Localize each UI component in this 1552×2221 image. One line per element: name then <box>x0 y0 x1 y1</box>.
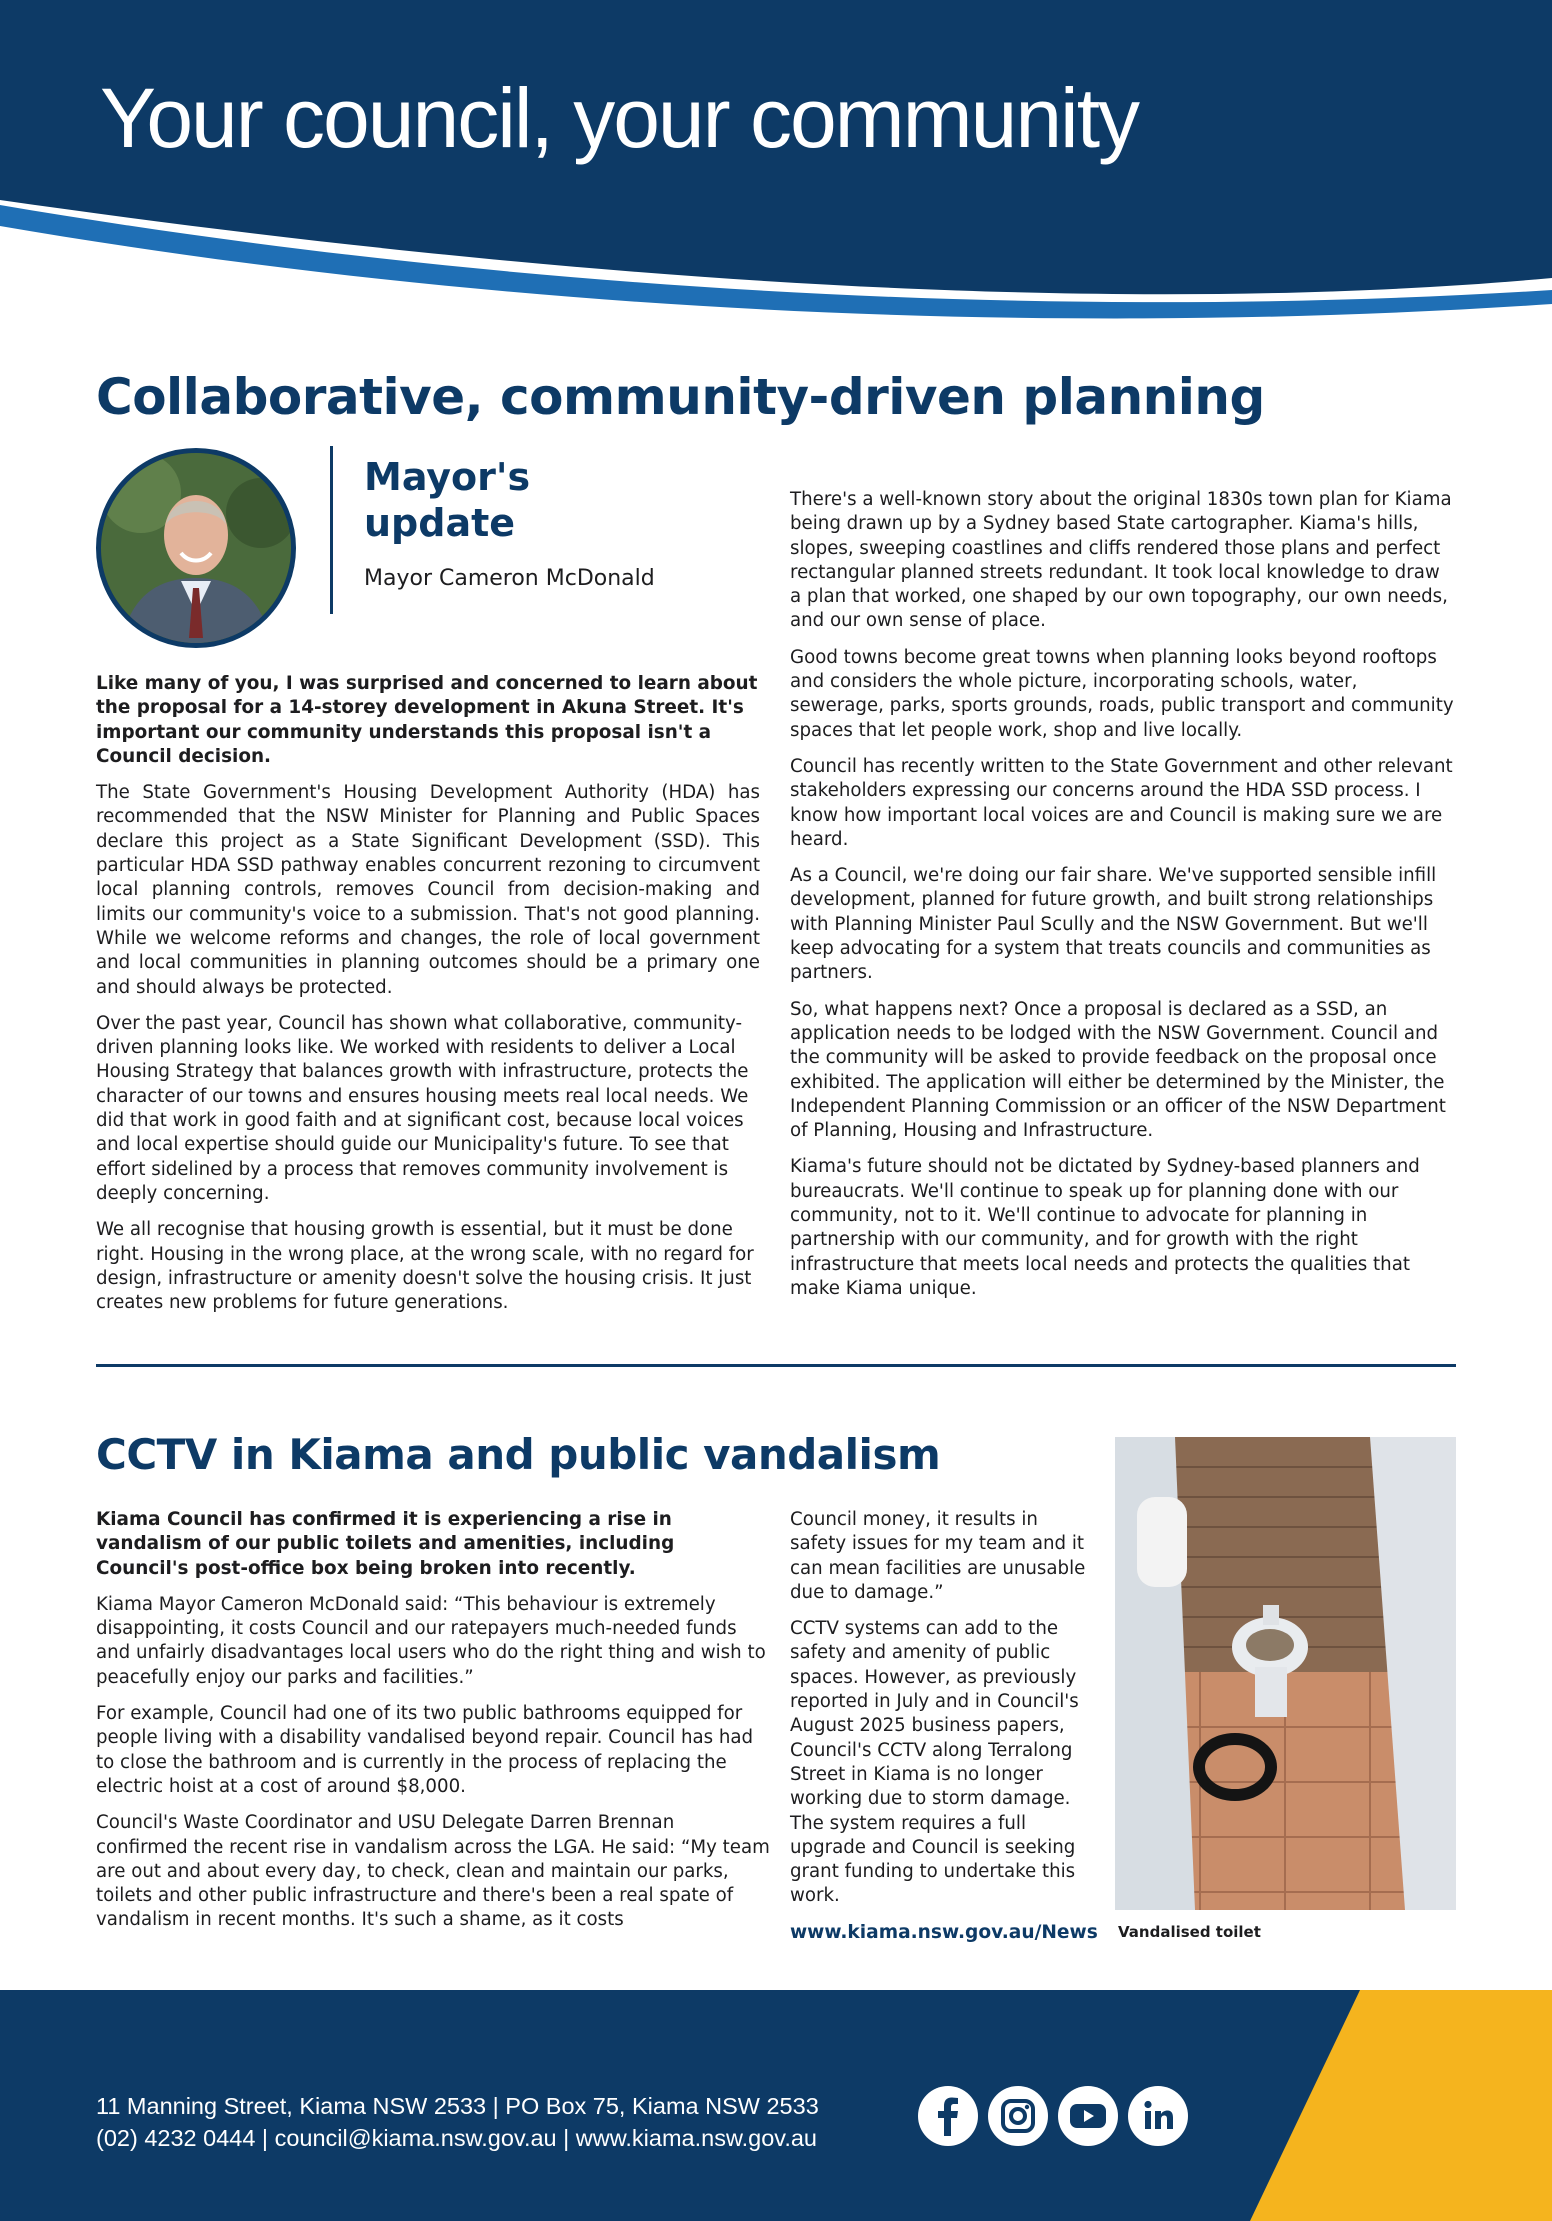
footer-address: 11 Manning Street, Kiama NSW 2533 | PO Box 75, Kiama NSW 2533 <box>96 2093 819 2119</box>
vandalised-toilet-photo <box>1115 1437 1456 1910</box>
planning-paragraph: The State Government's Housing Development Authority (HDA) has recommended that the NSW Minister for Planning and Public Spaces declare this project as a State Significant Development (SSD). This particular HDA SSD pathway enables concurrent rezoning to circumvent local planning controls, removes Council from decision-making and limits our community's voice to a submission. That's not good planning. While we welcome reforms and changes, the role of local government and local communities in planning outcomes should be a primary one and should always be protected. <box>96 782 760 998</box>
page-title: Your council, your community <box>100 71 1139 165</box>
youtube-icon[interactable] <box>1058 2086 1118 2146</box>
planning-paragraph: As a Council, we're doing our fair share. We've supported sensible infill development, planned for future growth, and built strong relationships with Planning Minister Paul Scully and the NSW Government. But we'll keep advocating for a system that treats councils and communities as partners. <box>790 865 1437 984</box>
cctv-left-column <box>96 1508 770 1945</box>
planning-paragraph: Kiama's future should not be dictated by Sydney-based planners and bureaucrats. We'll continue to speak up for planning done with our community, not to it. We'll continue to advocate for planning in partnership with our community, and for growth with the right infrastructure that meets local needs and protects the qualities that make Kiama unique. <box>790 1156 1420 1299</box>
cctv-paragraph: Council money, it results in safety issues for my team and it can mean facilities are unusable due to damage.” <box>790 1509 1086 1603</box>
planning-paragraph: Council has recently written to the State Government and other relevant stakeholders expressing our concerns around the HDA SSD process. I know how important local voices are and Council is making sure we are heard. <box>790 755 1453 850</box>
cctv-paragraph: For example, Council had one of its two public bathrooms equipped for people living with a disability vandalised beyond repair. Council has had to close the bathroom and is currently in the process of replacing the electric hoist at a cost of around $8,000. <box>96 1703 754 1797</box>
planning-paragraph: So, what happens next? Once a proposal is declared as a SSD, an application needs to be lodged with the NSW Government. Council and the community will be asked to provide feedback on the proposal once exhibited. The application will either be determined by the Minister, the Independent Planning Commission or an officer of the NSW Department of Planning, Housing and Infrastructure. <box>790 998 1446 1142</box>
mayor-update-heading: Mayor's update <box>364 455 531 545</box>
planning-lead: Like many of you, I was surprised and concerned to learn about the proposal for a 14-storey development in Akuna Street. It's important our community understands this proposal isn't a Council decision. <box>96 673 758 767</box>
section-title-planning: Collaborative, community-driven planning <box>96 368 1265 426</box>
planning-paragraph: Over the past year, Council has shown what collaborative, community-driven planning looks like. We worked with residents to deliver a Local Housing Strategy that balances growth with infrastructure, protects the character of our towns and ensures housing meets real local needs. We did that work in good faith and at significant cost, because local voices and local expertise should guide our Municipality's future. To see that effort sidelined by a process that removes community involvement is deeply concerning. <box>96 1012 749 1204</box>
planning-left-column <box>96 672 760 1327</box>
footer-phone-email-web[interactable]: (02) 4232 0444 | council@kiama.nsw.gov.au | www.kiama.nsw.gov.au <box>96 2125 817 2151</box>
news-link[interactable]: www.kiama.nsw.gov.au/News <box>790 1921 1098 1943</box>
header-banner <box>0 0 1552 340</box>
cctv-lead: Kiama Council has confirmed it is experiencing a rise in vandalism of our public toilets and amenities, including Council's post-office box being broken into recently. <box>96 1509 675 1579</box>
photo-caption: Vandalised toilet <box>1118 1923 1261 1941</box>
cctv-paragraph: Council's Waste Coordinator and USU Delegate Darren Brennan confirmed the recent rise in vandalism across the LGA. He said: “My team are out and about every day, to check, clean and maintain our parks, toilets and other public infrastructure and there's been a real spate of vandalism in recent months. It's such a shame, as it costs <box>96 1812 770 1931</box>
mayor-divider <box>330 446 333 614</box>
instagram-icon[interactable] <box>988 2086 1048 2146</box>
cctv-paragraph: CCTV systems can add to the safety and amenity of public spaces. However, as previously reported in July and in Council's August 2025 business papers, Council's CCTV along Terralong Street in Kiama is no longer working due to storm damage. The system requires a full upgrade and Council is seeking grant funding to undertake this work. <box>790 1618 1079 1907</box>
header-wave-graphic <box>0 0 1552 340</box>
mayor-portrait <box>96 448 296 648</box>
planning-paragraph: There's a well-known story about the original 1830s town plan for Kiama being drawn up by a Sydney based State cartographer. Kiama's hills, slopes, sweeping coastlines and cliffs rendered those plans and perfect rectangular planned streets redundant. It took local knowledge to draw a plan that worked, one shaped by our own topography, our own needs, and our own sense of place. <box>790 489 1452 632</box>
cctv-right-column <box>790 1508 1098 1957</box>
footer-contact <box>96 2090 819 2154</box>
facebook-icon[interactable] <box>918 2086 978 2146</box>
planning-paragraph: We all recognise that housing growth is essential, but it must be done right. Housing in the wrong place, at the wrong scale, with no regard for design, infrastructure or amenity doesn't solve the housing crisis. It just creates new problems for future generations. <box>96 1219 754 1314</box>
planning-right-column <box>790 488 1456 1313</box>
section-divider <box>96 1364 1456 1367</box>
cctv-paragraph: Kiama Mayor Cameron McDonald said: “This behaviour is extremely disappointing, it costs Council and our ratepayers much-needed funds and unfairly disadvantages local users who do the right thing and wish to peacefully enjoy our parks and facilities.” <box>96 1593 766 1688</box>
planning-paragraph: Good towns become great towns when planning looks beyond rooftops and considers the whole picture, incorporating schools, water, sewerage, parks, sports grounds, roads, public transport and community spaces that let people work, shop and live locally. <box>790 646 1454 741</box>
mayor-name: Mayor Cameron McDonald <box>364 566 655 591</box>
section-title-cctv: CCTV in Kiama and public vandalism <box>96 1430 941 1479</box>
linkedin-icon[interactable] <box>1128 2086 1188 2146</box>
